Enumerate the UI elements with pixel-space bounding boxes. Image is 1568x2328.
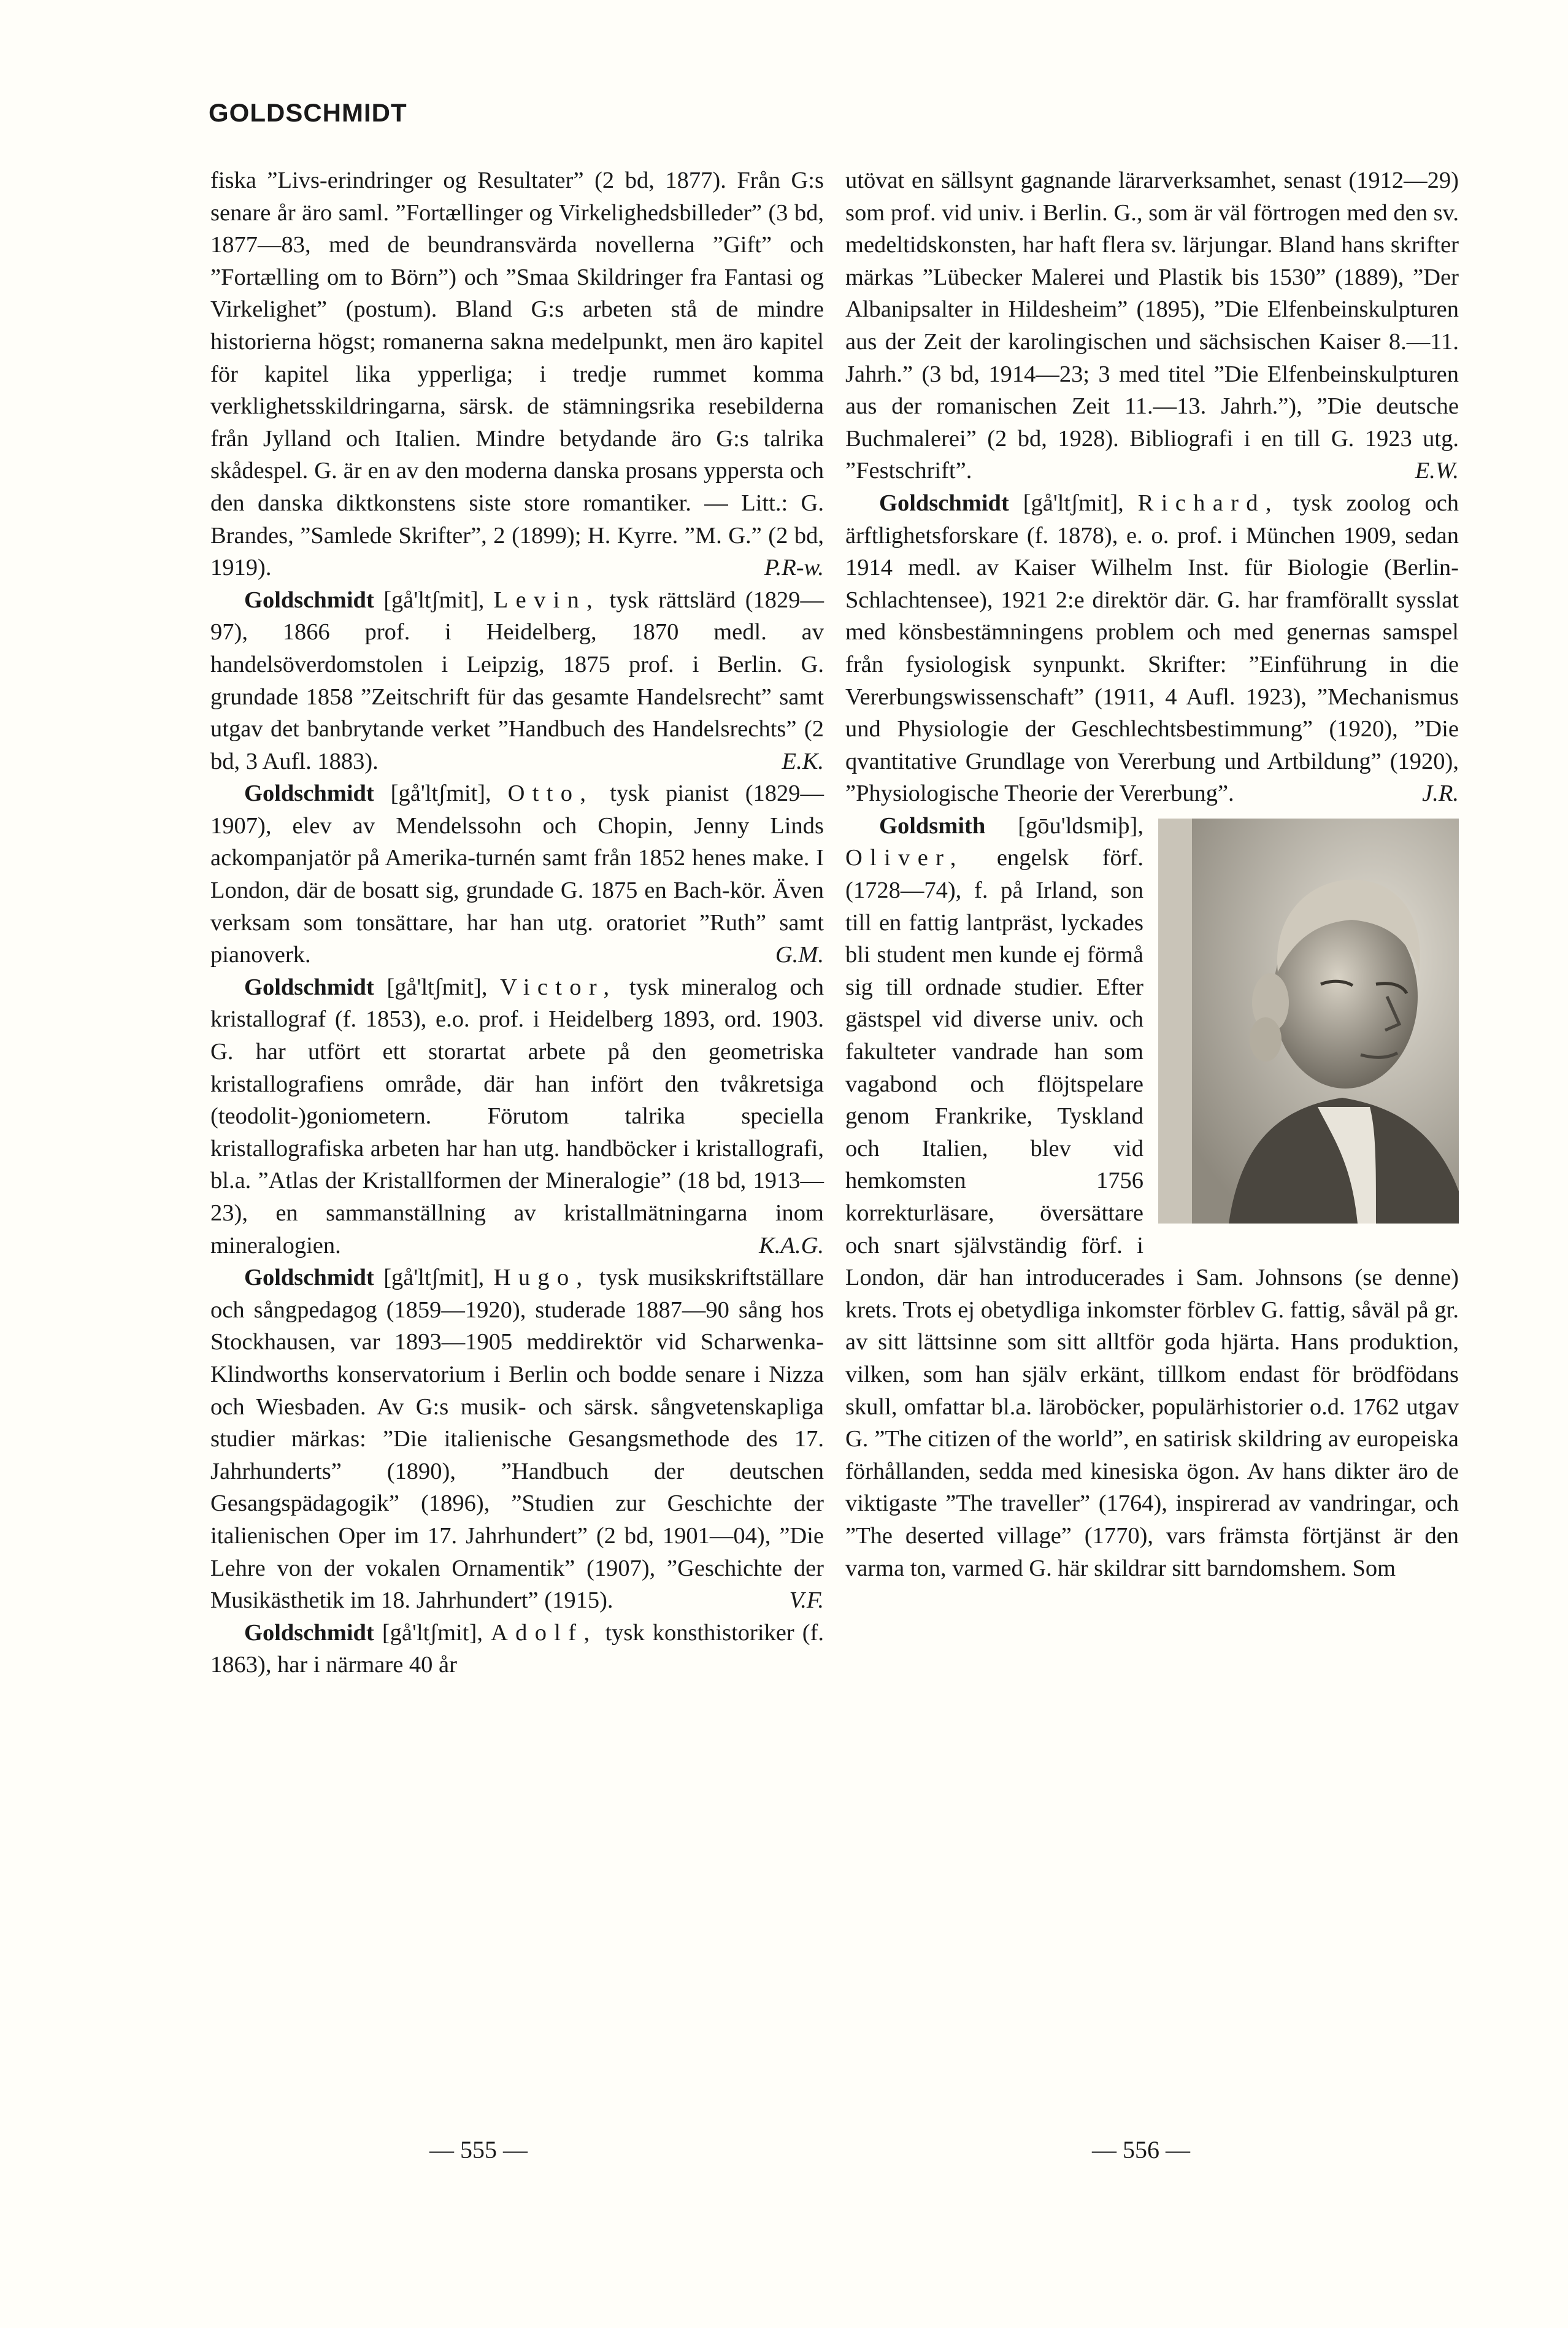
entry-text: tysk pianist (1829—1907), elev av Mendelssohn och Chopin, Jenny Linds ackompanjatör på Amerika-turnén samt från 1852 henes make. I London, där de bosatt sig, grundade G. 1875 en Bach-kör. Även verksam som tonsättare, har han utg. oratoriet ”Ruth” samt pianoverk. [210,780,824,968]
entry-given-name: Hugo, [493,1265,590,1291]
entry-given-name: Adolf, [491,1619,598,1646]
entry-text: fiska ”Livs-erindringer og Resultater” (2 bd, 1877). Från G:s senare år äro saml. ”Fortællinger og Virkelighedsbilleder” (3 bd, 1877—83, med de beundransvärda novellerna ”Gift” och ”Fortælling om to Börn”) och ”Smaa Skildringer fra Fantasi og Virkelighet” (postum). Bland G:s arbeten stå de mindre historierna högst; romanerna sakna medelpunkt, men äro kapitel för kapitel lika ypperliga; i tredje rummet komma verklighetsskildringarna, särsk. de stämningsrika resebilderna från Jylland och Italien. Mindre betydande äro G:s talrika skådespel. G. är en av den moderna danska prosans yppersta och den danska diktkonstens siste store romantiker. — Litt.: G. Brandes, ”Samlede Skrifter”, 2 (1899); H. Kyrre. ”M. G.” (2 bd, 1919). [210,168,824,581]
left-paragraph-0 [210,164,824,584]
entry-given-name: Victor, [500,974,617,1000]
entry-text: tysk musikskriftställare och sångpedagog (1859—1920), studerade 1887—90 sång hos Stockhausen, var 1893—1905 meddirektör vid Scharwenka-Klindworths konservatorium i Berlin och bodde senare i Nizza och Wiesbaden. Av G:s musik- och särsk. sångvetenskapliga studier märkas: ”Die italienische Gesangsmethode des 17. Jahrhunderts” (1890), ”Handbuch der deutschen Gesangspädagogik” (1896), ”Studien zur Geschichte der italienischen Oper im 17. Jahrhundert” (2 bd, 1901—04), ”Die Lehre von der vokalen Ornamentik” (1907), ”Geschichte der Musikästhetik im 18. Jahrhundert” (1915). [210,1265,824,1614]
entry-text: tysk rättslärd (1829—97), 1866 prof. i Heidelberg, 1870 medl. av handelsöverdomstolen i Leipzig, 1875 prof. i Berlin. G. grundade 1858 ”Zeitschrift für das gesamte Handelsrecht” samt utgav det banbrytande verket ”Handbuch des Handelsrechts” (2 bd, 3 Aufl. 1883). [210,587,824,774]
entry-text: tysk konsthistoriker (f. 1863), har i närmare 40 år [210,1619,824,1678]
entry-text: tysk zoolog och ärftlighetsforskare (f. 1878), e. o. prof. i München 1909, sedan 1914 medl. av Kaiser Wilhelm Inst. für Biologie (Berlin-Schlachtensee), 1921 2:e direktör där. G. har framförallt sysslat med könsbestämningens problem och med genernas samspel från fysiologisk synpunkt. Skrifter: ”Einführung in die Vererbungswissenschaft” (1911, 4 Aufl. 1923), ”Mechanismus und Physiologie der Geschlechtsbestimmung” (1920), ”Die qvantitative Grundlage von Vererbung und Artbildung” (1920), ”Physiologische Theorie der Vererbung”. [845,490,1459,807]
entry-headword: Goldschmidt [244,1265,374,1291]
entry-pronunciation: [gå'ltʃmit], [386,974,488,1000]
entry-text: engelsk förf. (1728—74), f. på Irland, son till en fattig lantpräst, lyckades bli student men kunde ej förmå sig till ordnade studier. Efter gästspel vid diverse univ. och fakulteter vandrade han som vagabond och flöjtspelare genom Frankrike, Tyskland och Italien, blev vid hemkomsten 1756 korrekturläsare, översättare och snart självständig förf. i London, där han introducerades i Sam. Johnsons (se denne) krets. Trots ej obetydliga inkomster förblev G. fattig, såväl på gr. av sitt lättsinne som sitt alltför goda hjärta. Hans produktion, vilken, som han själv erkänt, tillkom endast för brödfödans skull, omfattar bl.a. läroböcker, populärhistorier o.d. 1762 utgav G. ”The citizen of the world”, en satirisk skildring av europeiska förhållanden, sedda med kinesiska ögon. Av hans dikter äro de viktigaste ”The traveller” (1764), inspirerad av vandringar, och ”The deserted village” (1770), vars främsta förtjänst är den varma ton, varmed G. här skildrar sitt barndomshem. Som [845,845,1459,1581]
right-paragraph-1 [845,487,1459,810]
entry-headword: Goldschmidt [244,587,374,613]
entry-pronunciation: [gå'ltʃmit], [383,1265,485,1291]
author-signature: K.A.G. [759,1232,824,1258]
left-paragraph-1 [210,584,824,778]
page-number-left: — 555 — [429,2136,528,2164]
entry-given-name: Levin, [493,587,601,613]
entry-headword: Goldschmidt [879,490,1009,516]
entry-given-name: Otto, [507,780,594,807]
left-paragraph-3 [210,971,824,1262]
entry-headword: Goldschmidt [244,780,374,807]
left-paragraph-2 [210,777,824,971]
entry-pronunciation: [gå'ltʃmit], [390,780,491,807]
entry-pronunciation: [gå'ltʃmit], [383,587,485,613]
page-number-right: — 556 — [1092,2136,1190,2164]
author-signature: V.F. [789,1587,824,1614]
entry-headword: Goldsmith [879,812,986,839]
entry-given-name: Richard, [1137,490,1279,516]
entry-pronunciation: [gå'ltʃmit], [382,1619,483,1646]
entry-headword: Goldschmidt [244,1619,374,1646]
entry-text: utövat en sällsynt gagnande lärarverksamhet, senast (1912—29) som prof. vid univ. i Berlin. G., som är väl förtrogen med den sv. medeltidskonsten, har haft flera sv. lärjungar. Bland hans skrifter märkas ”Lübecker Malerei und Plastik bis 1530” (1889), ”Der Albanipsalter in Hildesheim” (1895), ”Die Elfenbeinskulpturen aus der Zeit der karolingischen und sächsischen Kaiser 8.—11. Jahrh.” (3 bd, 1914—23; 3 med titel ”Die Elfenbeinskulpturen aus der romanischen Zeit 11.—13. Jahrh.”), ”Die deutsche Buchmalerei” (2 bd, 1928). Bibliografi i en till G. 1923 utg. ”Festschrift”. [845,168,1459,484]
right-paragraph-0 [845,164,1459,487]
author-signature: G.M. [775,942,824,968]
left-paragraph-4 [210,1262,824,1617]
right-paragraph-2 [845,810,1459,1584]
author-signature: E.W. [1415,458,1459,484]
left-column [210,164,824,1681]
entry-text: tysk mineralog och kristallograf (f. 1853), e.o. prof. i Heidelberg 1893, ord. 1903. G. har utfört ett storartat arbete på den geometriska kristallografiens område, där han infört den tvåkretsiga (teodolit-)goniometern. Förutom talrika speciella kristallografiska arbeten har han utg. handböcker i kristallografi, bl.a. ”Atlas der Kristallformen der Mineralogie” (18 bd, 1913—23), en sammanställning av kristallmätningarna inom mineralogien. [210,974,824,1258]
author-signature: P.R-w. [764,555,824,581]
author-signature: J.R. [1422,780,1459,807]
entry-given-name: Oliver, [845,845,964,871]
entry-pronunciation: [gå'ltʃmit], [1023,490,1124,516]
entry-headword: Goldschmidt [244,974,374,1000]
author-signature: E.K. [782,748,824,774]
right-column [845,164,1459,1584]
entry-pronunciation: [gōu'ldsmiþ], [1018,812,1143,839]
running-head: GOLDSCHMIDT [209,98,407,127]
oliver-goldsmith-portrait [1158,819,1459,1224]
left-paragraph-5 [210,1617,824,1681]
